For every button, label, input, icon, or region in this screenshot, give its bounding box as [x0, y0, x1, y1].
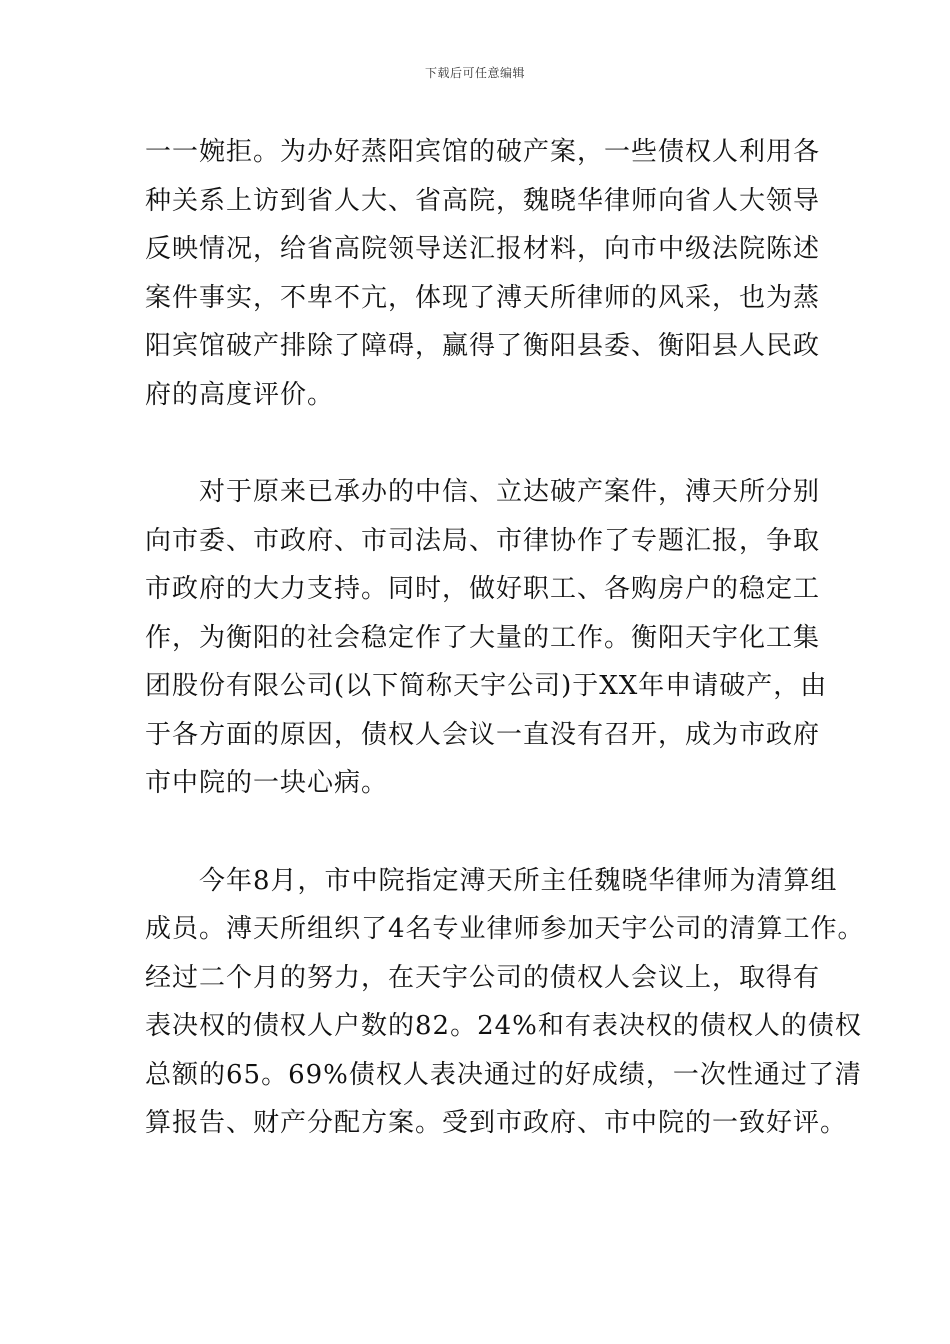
text-line: 府的高度评价。 [145, 379, 335, 410]
text-line: 团股份有限公司(以下简称天宇公司)于XX年申请破产，由 [145, 671, 828, 701]
paragraph-gap [145, 419, 825, 468]
text-line: 经过二个月的努力，在天宇公司的债权人会议上，取得有 [145, 962, 821, 993]
text-line: 对于原来已承办的中信、立达破产案件，溥天所分别 [145, 477, 821, 507]
text-line: 表决权的债权人户数的82。24%和有表决权的债权人的债权 [145, 1011, 862, 1041]
text-line: 于各方面的原因，债权人会议一直没有召开，成为市政府 [145, 719, 821, 750]
text-line: 市政府的大力支持。同时，做好职工、各购房户的稳定工 [145, 574, 821, 604]
paragraph-gap [145, 808, 825, 857]
document-body [145, 128, 865, 1148]
text-line: 今年8月，市中院指定溥天所主任魏晓华律师为清算组 [145, 865, 838, 896]
text-line: 种关系上访到省人大、省高院，魏晓华律师向省人大领导 [145, 185, 821, 216]
text-line: 一一婉拒。为办好蒸阳宾馆的破产案，一些债权人利用各 [145, 137, 821, 167]
text-line: 算报告、财产分配方案。受到市政府、市中院的一致好评。 [145, 1108, 848, 1138]
text-line: 向市委、市政府、市司法局、市律协作了专题汇报，争取 [145, 525, 821, 556]
paragraph-3 [145, 857, 865, 1148]
header-note: 下载后可任意编辑 [424, 66, 525, 80]
text-line: 作，为衡阳的社会稳定作了大量的工作。衡阳天宇化工集 [145, 622, 821, 653]
text-line: 总额的65。69%债权人表决通过的好成绩，一次性通过了清 [145, 1059, 862, 1090]
text-line: 市中院的一块心病。 [145, 768, 389, 798]
paragraph-2 [145, 468, 828, 808]
text-line: 案件事实，不卑不亢，体现了溥天所律师的风采，也为蒸 [145, 282, 821, 313]
text-line: 阳宾馆破产排除了障碍，赢得了衡阳县委、衡阳县人民政 [145, 331, 821, 361]
text-line: 成员。溥天所组织了4名专业律师参加天宇公司的清算工作。 [145, 914, 865, 944]
paragraph-1 [145, 128, 825, 419]
text-line: 反映情况，给省高院领导送汇报材料，向市中级法院陈述 [145, 234, 821, 264]
